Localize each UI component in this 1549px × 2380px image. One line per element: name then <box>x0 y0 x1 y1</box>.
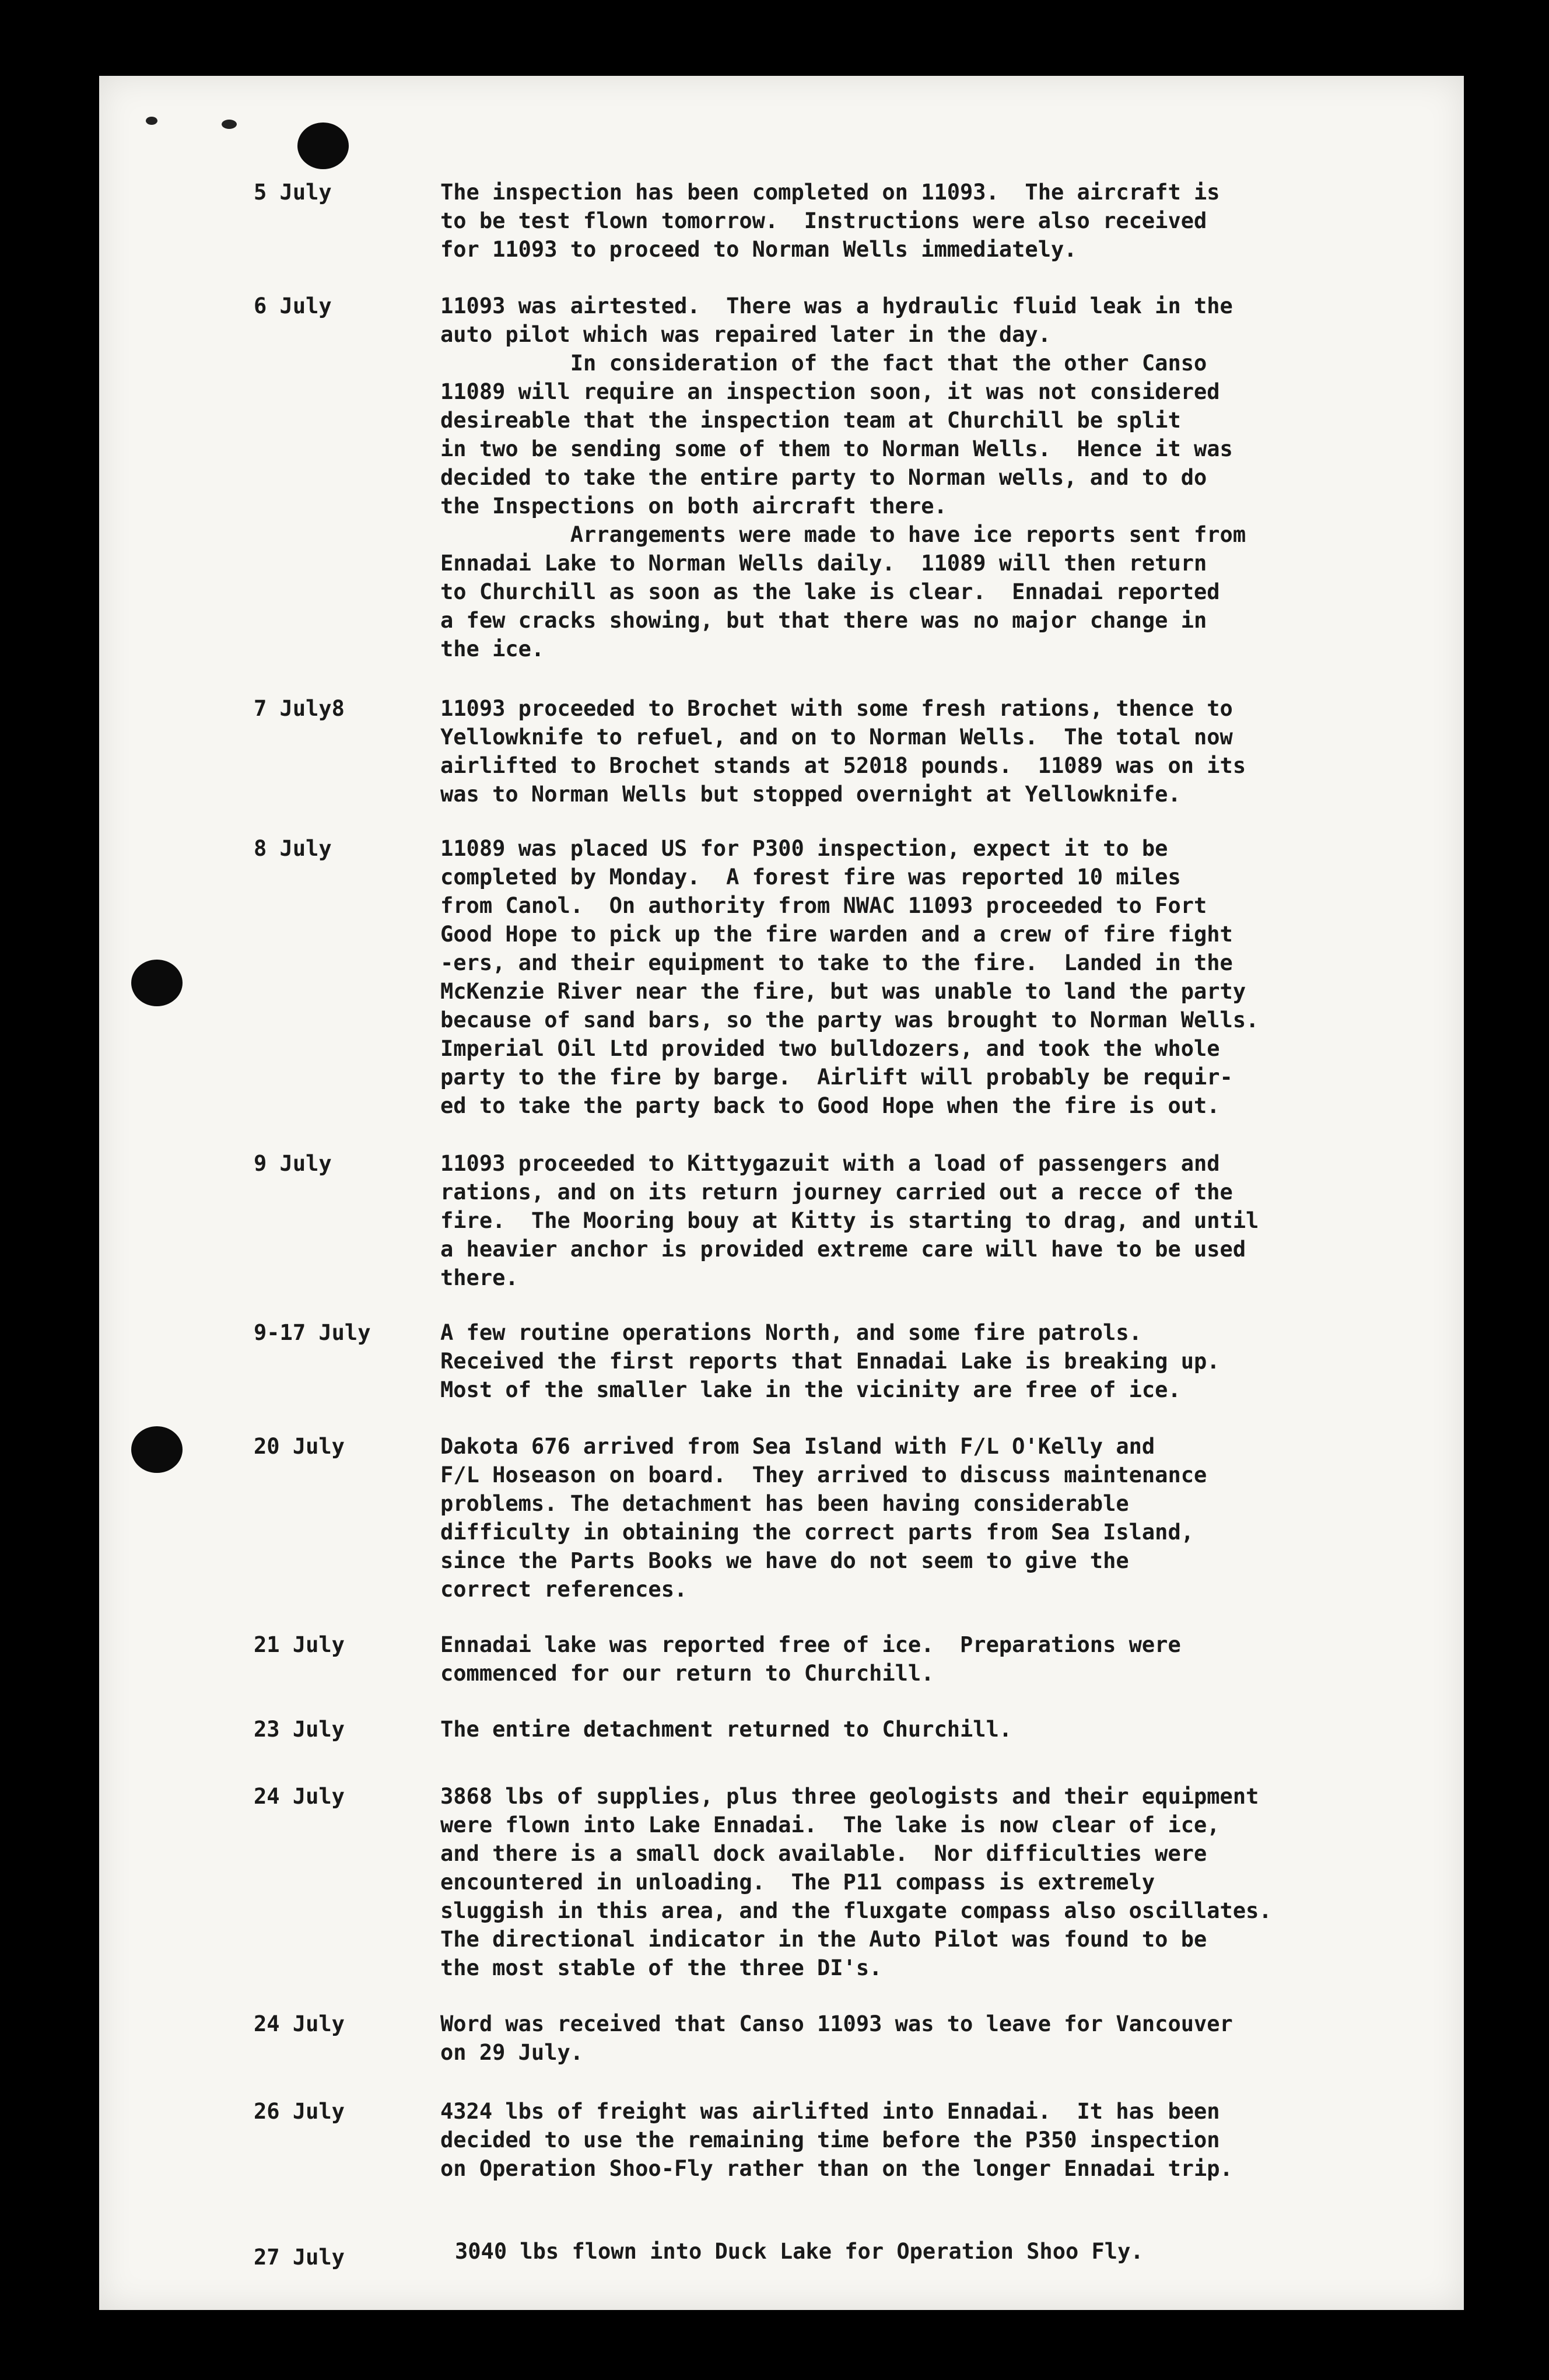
entry-line: Ennadai lake was reported free of ice. Preparations were <box>440 1632 1181 1657</box>
entry-text <box>455 2237 1452 2266</box>
entry-date: 26 July <box>254 2099 345 2124</box>
entry-line: 11089 was placed US for P300 inspection, expect it to be <box>440 836 1168 861</box>
entry-date: 21 July <box>254 1632 345 1657</box>
entry-line: Most of the smaller lake in the vicinity are free of ice. <box>440 1377 1181 1402</box>
entry-line: rations, and on its return journey carried out a recce of the <box>440 1180 1233 1205</box>
entry-line: a heavier anchor is provided extreme care will have to be used <box>440 1237 1246 1262</box>
entry-text <box>440 1149 1438 1292</box>
entry-line: 4324 lbs of freight was airlifted into Ennadai. It has been <box>440 2099 1220 2124</box>
entry-line: 11093 proceeded to Brochet with some fresh rations, thence to <box>440 696 1233 721</box>
entry-text <box>440 694 1438 808</box>
entry-line: The directional indicator in the Auto Pilot was found to be <box>440 1927 1207 1952</box>
entry-text <box>440 1318 1438 1404</box>
entry-line: the Inspections on both aircraft there. <box>440 494 947 519</box>
entry-line: In consideration of the fact that the other Canso <box>440 351 1207 376</box>
entry-date: 6 July <box>254 293 332 318</box>
ink-speck <box>222 120 237 129</box>
entry-date: 24 July <box>254 1784 345 1809</box>
entry-line: the most stable of the three DI's. <box>440 1955 882 1980</box>
entry-date: 9 July <box>254 1151 332 1176</box>
entry-line: Good Hope to pick up the fire warden and a crew of fire fight <box>440 922 1233 947</box>
entry-line: to Churchill as soon as the lake is clear. Ennadai reported <box>440 579 1220 604</box>
entry-line: party to the fire by barge. Airlift will probably be requir- <box>440 1065 1233 1090</box>
entry-line: encountered in unloading. The P11 compass is extremely <box>440 1870 1155 1895</box>
entry-line: a few cracks showing, but that there was no major change in <box>440 608 1207 633</box>
entry-line: airlifted to Brochet stands at 52018 pounds. 11089 was on its <box>440 753 1246 778</box>
entry-line: from Canol. On authority from NWAC 11093 proceeded to Fort <box>440 893 1207 918</box>
entry-line: were flown into Lake Ennadai. The lake is now clear of ice, <box>440 1812 1220 1838</box>
entry-date: 9-17 July <box>254 1320 371 1345</box>
entry-line: -ers, and their equipment to take to the fire. Landed in the <box>440 950 1233 975</box>
entry-line: difficulty in obtaining the correct parts from Sea Island, <box>440 1520 1194 1545</box>
entry-line: 3868 lbs of supplies, plus three geologists and their equipment <box>440 1784 1259 1809</box>
document-page <box>99 76 1464 2310</box>
entry-line: decided to use the remaining time before the P350 inspection <box>440 2127 1220 2152</box>
entry-line: Ennadai Lake to Norman Wells daily. 11089 will then return <box>440 551 1207 576</box>
entry-line: 3040 lbs flown into Duck Lake for Operation Shoo Fly. <box>455 2239 1144 2264</box>
entry-line: 11089 will require an inspection soon, it was not considered <box>440 379 1220 404</box>
entry-date: 5 July <box>254 180 332 205</box>
punch-hole-middle <box>131 960 183 1006</box>
entry-text <box>440 2010 1438 2067</box>
entry-text <box>440 1630 1438 1688</box>
punch-hole-top <box>297 123 349 169</box>
entry-line: completed by Monday. A forest fire was reported 10 miles <box>440 864 1181 890</box>
entry-line: in two be sending some of them to Norman Wells. Hence it was <box>440 436 1233 461</box>
entry-date: 20 July <box>254 1434 345 1459</box>
entry-line: problems. The detachment has been having considerable <box>440 1491 1129 1516</box>
entry-text <box>440 2097 1438 2183</box>
entry-line: A few routine operations North, and some fire patrols. <box>440 1320 1142 1345</box>
entry-line: was to Norman Wells but stopped overnight at Yellowknife. <box>440 782 1181 807</box>
entry-date: 7 July8 <box>254 696 345 721</box>
entry-line: desireable that the inspection team at Churchill be split <box>440 408 1181 433</box>
entry-line: on 29 July. <box>440 2040 584 2065</box>
entry-line: sluggish in this area, and the fluxgate compass also oscillates. <box>440 1898 1272 1923</box>
entry-line: Imperial Oil Ltd provided two bulldozers, and took the whole <box>440 1036 1220 1061</box>
entry-line: for 11093 to proceed to Norman Wells immediately. <box>440 237 1077 262</box>
entry-line: Received the first reports that Ennadai Lake is breaking up. <box>440 1349 1220 1374</box>
entry-line: because of sand bars, so the party was brought to Norman Wells. <box>440 1007 1259 1032</box>
entry-date: 8 July <box>254 836 332 861</box>
entry-line: decided to take the entire party to Norman wells, and to do <box>440 465 1207 490</box>
entry-text <box>440 178 1438 264</box>
entry-text <box>440 1782 1438 1982</box>
entry-line: McKenzie River near the fire, but was unable to land the party <box>440 979 1246 1004</box>
entry-line: correct references. <box>440 1577 688 1602</box>
entry-line: F/L Hoseason on board. They arrived to discuss maintenance <box>440 1462 1207 1488</box>
entry-text <box>440 292 1438 663</box>
entry-date: 27 July <box>254 2245 345 2270</box>
entry-line: since the Parts Books we have do not seem to give the <box>440 1548 1129 1573</box>
entry-text <box>440 1432 1438 1604</box>
entry-date: 23 July <box>254 1717 345 1742</box>
entry-line: Yellowknife to refuel, and on to Norman Wells. The total now <box>440 724 1233 750</box>
entry-line: auto pilot which was repaired later in the day. <box>440 322 1051 347</box>
entry-line: ed to take the party back to Good Hope when the fire is out. <box>440 1093 1220 1118</box>
punch-hole-lower <box>131 1426 183 1473</box>
ink-speck <box>146 117 157 125</box>
entry-line: the ice. <box>440 636 545 662</box>
entry-line: to be test flown tomorrow. Instructions were also received <box>440 208 1207 233</box>
entry-line: 11093 proceeded to Kittygazuit with a load of passengers and <box>440 1151 1220 1176</box>
entry-text <box>440 1715 1438 1744</box>
entry-line: on Operation Shoo-Fly rather than on the longer Ennadai trip. <box>440 2156 1233 2181</box>
entry-line: there. <box>440 1265 518 1290</box>
entry-text <box>440 834 1438 1120</box>
entry-line: 11093 was airtested. There was a hydraulic fluid leak in the <box>440 293 1233 318</box>
entry-line: Arrangements were made to have ice reports sent from <box>440 522 1246 547</box>
entry-line: and there is a small dock available. Nor difficulties were <box>440 1841 1207 1866</box>
entry-date: 24 July <box>254 2011 345 2036</box>
entry-line: The inspection has been completed on 11093. The aircraft is <box>440 180 1220 205</box>
entry-line: Word was received that Canso 11093 was to leave for Vancouver <box>440 2011 1233 2036</box>
entry-line: Dakota 676 arrived from Sea Island with F/L O'Kelly and <box>440 1434 1155 1459</box>
entry-line: fire. The Mooring bouy at Kitty is starting to drag, and until <box>440 1208 1259 1233</box>
entry-line: The entire detachment returned to Churchill. <box>440 1717 1012 1742</box>
entry-line: commenced for our return to Churchill. <box>440 1661 934 1686</box>
